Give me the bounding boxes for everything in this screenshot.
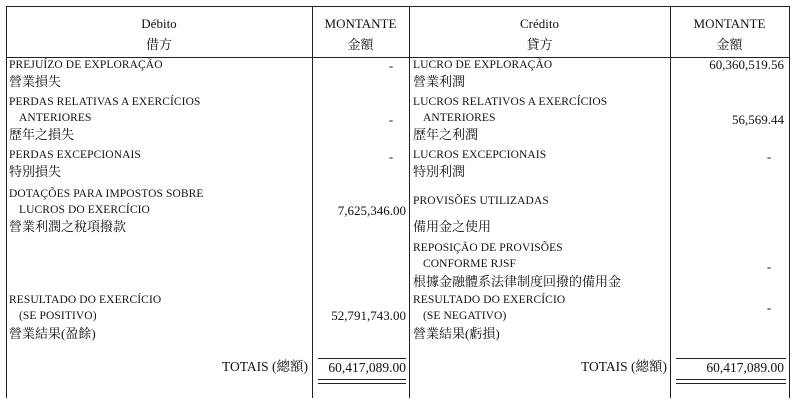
debit-total-amount: 60,417,089.00 [328,360,406,375]
debit-item-label-zh: 特別損失 [9,164,62,179]
debit-item-amount: - [388,112,394,127]
debit-amount-header-zh: 金額 [347,37,374,52]
credit-item-label-zh: 歷年之利潤 [413,127,479,142]
credit-item-label: LUCROS EXCEPCIONAIS [413,149,547,161]
credit-item-label: (SE NEGATIVO) [423,310,507,322]
debit-item-label: LUCROS DO EXERCÍCIO [19,204,150,216]
column-divider [312,6,313,398]
debit-item-label: PERDAS EXCEPCIONAIS [9,149,141,161]
total-double-rule [318,383,406,384]
credit-item-label: RESULTADO DO EXERCÍCIO [413,294,566,306]
credit-item-label: LUCRO DE EXPLORAÇÃO [413,59,553,71]
debit-item-label-zh: 營業利潤之稅項撥款 [9,219,127,234]
credit-item-label: PROVISÕES UTILIZADAS [413,195,549,207]
credit-item-label-zh: 備用金之使用 [413,219,492,234]
credit-item-amount: - [766,300,772,315]
credit-item-label-zh: 根據金融體系法律制度回撥的備用金 [413,274,622,289]
table-left-border [6,6,7,398]
debit-item-amount: 52,791,743.00 [331,308,406,323]
credit-item-amount: - [766,149,772,164]
credit-header-zh: 貸方 [526,37,553,52]
debit-item-amount: 7,625,346.00 [337,203,406,218]
debit-totals-label: TOTAIS (總額) [221,359,308,374]
credit-item-label: CONFORME RJSF [423,258,517,270]
credit-header: Crédito [520,16,559,31]
debit-item-label: ANTERIORES [19,112,92,124]
debit-item-label-zh: 營業損失 [9,74,62,89]
total-rule [676,358,786,359]
credit-item-amount: 60,360,519.56 [709,57,784,72]
credit-amount-header-zh: 金額 [716,37,743,52]
credit-item-label: REPOSIÇÃO DE PROVISÕES [413,242,563,254]
profit-loss-statement [6,6,790,398]
debit-item-label-zh: 營業結果(盈餘) [9,326,96,341]
total-double-rule [318,379,406,380]
table-right-border [789,6,790,398]
credit-item-label: ANTERIORES [423,112,496,124]
debit-item-label: RESULTADO DO EXERCÍCIO [9,294,162,306]
credit-item-amount: 56,569.44 [732,112,784,127]
credit-total-amount: 60,417,089.00 [706,360,784,375]
credit-amount-header: MONTANTE [693,16,766,31]
total-rule [318,358,406,359]
total-double-rule [676,383,786,384]
debit-item-label: (SE POSITIVO) [19,310,97,322]
debit-header: Débito [141,16,177,31]
debit-item-label: PERDAS RELATIVAS A EXERCÍCIOS [9,96,201,108]
credit-item-label-zh: 營業結果(虧損) [413,326,500,341]
total-double-rule [676,379,786,380]
credit-item-label-zh: 營業利潤 [413,74,466,89]
credit-item-amount: - [766,259,772,274]
debit-item-label-zh: 歷年之損失 [9,127,75,142]
debit-item-amount: - [388,149,394,164]
debit-header-zh: 借方 [145,37,172,52]
debit-item-label: PREJUÍZO DE EXPLORAÇÃO [9,59,163,71]
debit-amount-header: MONTANTE [324,16,397,31]
debit-item-label: DOTAÇÕES PARA IMPOSTOS SOBRE [9,188,204,200]
table-top-border [6,6,790,7]
credit-totals-label: TOTAIS (總額) [580,359,667,374]
column-divider [409,6,410,398]
debit-item-amount: - [388,58,394,73]
credit-item-label-zh: 特別利潤 [413,164,466,179]
credit-item-label: LUCROS RELATIVOS A EXERCÍCIOS [413,96,608,108]
